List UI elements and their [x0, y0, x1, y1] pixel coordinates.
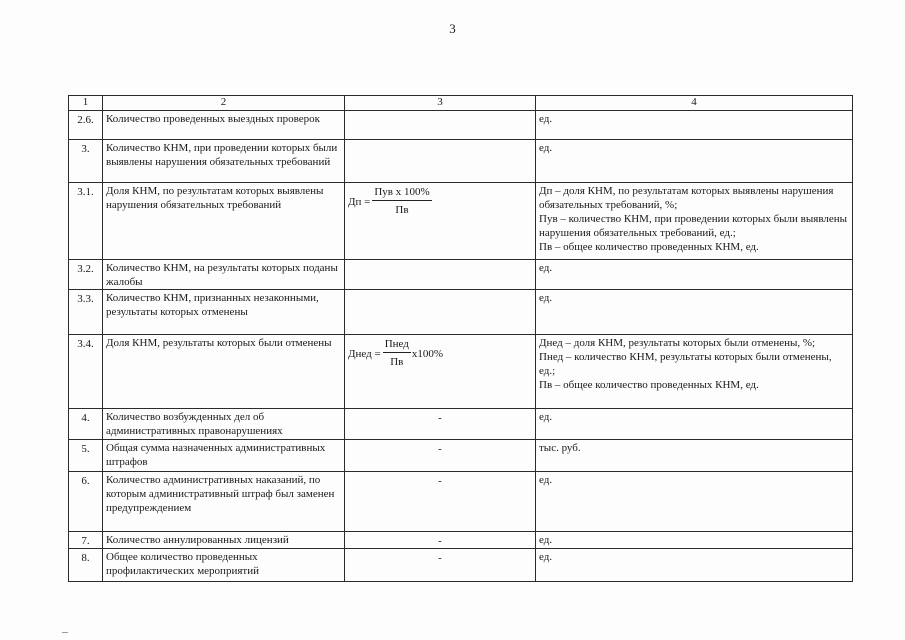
- formula-cell: [345, 290, 536, 335]
- formula-cell: -: [345, 532, 536, 549]
- unit-cell: ед.: [536, 409, 853, 440]
- header-cell-3: 3: [345, 96, 536, 111]
- header-cell-1: 1: [69, 96, 103, 111]
- formula-lhs: Днед =: [348, 347, 381, 360]
- unit-cell: ед.: [536, 549, 853, 582]
- row-number: 3.: [69, 140, 103, 183]
- indicator-name: Общая сумма назначенных административных штрафов: [103, 440, 345, 472]
- formula-cell: [345, 335, 536, 409]
- formula-cell: -: [345, 549, 536, 582]
- row-number: 6.: [69, 472, 103, 532]
- row-number: 2.6.: [69, 111, 103, 140]
- table-row: [69, 532, 853, 549]
- unit-cell: ед.: [536, 290, 853, 335]
- table-row: [69, 335, 853, 409]
- row-number: 5.: [69, 440, 103, 472]
- definition-line: Пув – количество КНМ, при проведении которых были выявлены нарушения обязательных требований, ед.;: [539, 213, 848, 239]
- indicator-name: Доля КНМ, по результатам которых выявлены нарушения обязательных требований: [103, 183, 345, 260]
- row-number: 4.: [69, 409, 103, 440]
- formula-denominator: Пв: [390, 356, 404, 368]
- formula-suffix: x100%: [411, 347, 444, 360]
- table-row: [69, 111, 853, 140]
- table-row: [69, 440, 853, 472]
- definition-line: Пв – общее количество проведенных КНМ, ед.: [539, 379, 759, 391]
- row-number: 7.: [69, 532, 103, 549]
- formula: [348, 186, 432, 217]
- formula-lhs: Дп =: [348, 195, 371, 208]
- formula-cell: [345, 111, 536, 140]
- definition-line: Пнед – количество КНМ, результаты которых были отменены, ед.;: [539, 351, 832, 377]
- unit-cell: [536, 183, 853, 260]
- unit-cell: ед.: [536, 260, 853, 290]
- unit-cell: тыс. руб.: [536, 440, 853, 472]
- unit-cell: [536, 335, 853, 409]
- indicator-name: Количество административных наказаний, по которым административный штраф был заменен предупреждением: [103, 472, 345, 532]
- formula-cell: [345, 183, 536, 260]
- definition-line: Пв – общее количество проведенных КНМ, ед.: [539, 241, 759, 253]
- unit-cell: ед.: [536, 472, 853, 532]
- indicator-name: Количество КНМ, при проведении которых были выявлены нарушения обязательных требований: [103, 140, 345, 183]
- indicators-table: [68, 95, 853, 582]
- definition-line: Дп – доля КНМ, по результатам которых выявлены нарушения обязательных требований, %;: [539, 185, 834, 211]
- table-row: [69, 409, 853, 440]
- row-number: 8.: [69, 549, 103, 582]
- row-number: 3.4.: [69, 335, 103, 409]
- indicator-name: Количество КНМ, признанных незаконными, результаты которых отменены: [103, 290, 345, 335]
- formula-cell: -: [345, 440, 536, 472]
- indicator-name: Количество КНМ, на результаты которых поданы жалобы: [103, 260, 345, 290]
- header-cell-4: 4: [536, 96, 853, 111]
- indicator-name: Количество аннулированных лицензий: [103, 532, 345, 549]
- table-row: [69, 183, 853, 260]
- indicator-name: Количество проведенных выездных проверок: [103, 111, 345, 140]
- formula-cell: -: [345, 409, 536, 440]
- indicator-name: Количество возбужденных дел об административных правонарушениях: [103, 409, 345, 440]
- unit-cell: ед.: [536, 140, 853, 183]
- table-row: [69, 140, 853, 183]
- table-row: [69, 472, 853, 532]
- formula-numerator: Пнед: [383, 338, 411, 353]
- table-row: [69, 260, 853, 290]
- formula-numerator: Пув x 100%: [372, 186, 431, 201]
- definition-line: Днед – доля КНМ, результаты которых были отменены, %;: [539, 337, 816, 349]
- row-number: 3.2.: [69, 260, 103, 290]
- row-number: 3.1.: [69, 183, 103, 260]
- formula: [348, 338, 443, 369]
- indicator-name: Общее количество проведенных профилактических мероприятий: [103, 549, 345, 582]
- formula-denominator: Пв: [395, 204, 409, 216]
- row-number: 3.3.: [69, 290, 103, 335]
- fraction: [372, 186, 431, 217]
- formula-cell: [345, 140, 536, 183]
- formula-cell: [345, 260, 536, 290]
- unit-cell: ед.: [536, 111, 853, 140]
- table-header-row: [69, 96, 853, 111]
- fraction: [383, 338, 411, 369]
- header-cell-2: 2: [103, 96, 345, 111]
- table-row: [69, 290, 853, 335]
- formula-cell: -: [345, 472, 536, 532]
- unit-cell: ед.: [536, 532, 853, 549]
- page-number: 3: [449, 21, 456, 36]
- table-row: [69, 549, 853, 582]
- scan-mark: [62, 632, 68, 633]
- indicator-name: Доля КНМ, результаты которых были отменены: [103, 335, 345, 409]
